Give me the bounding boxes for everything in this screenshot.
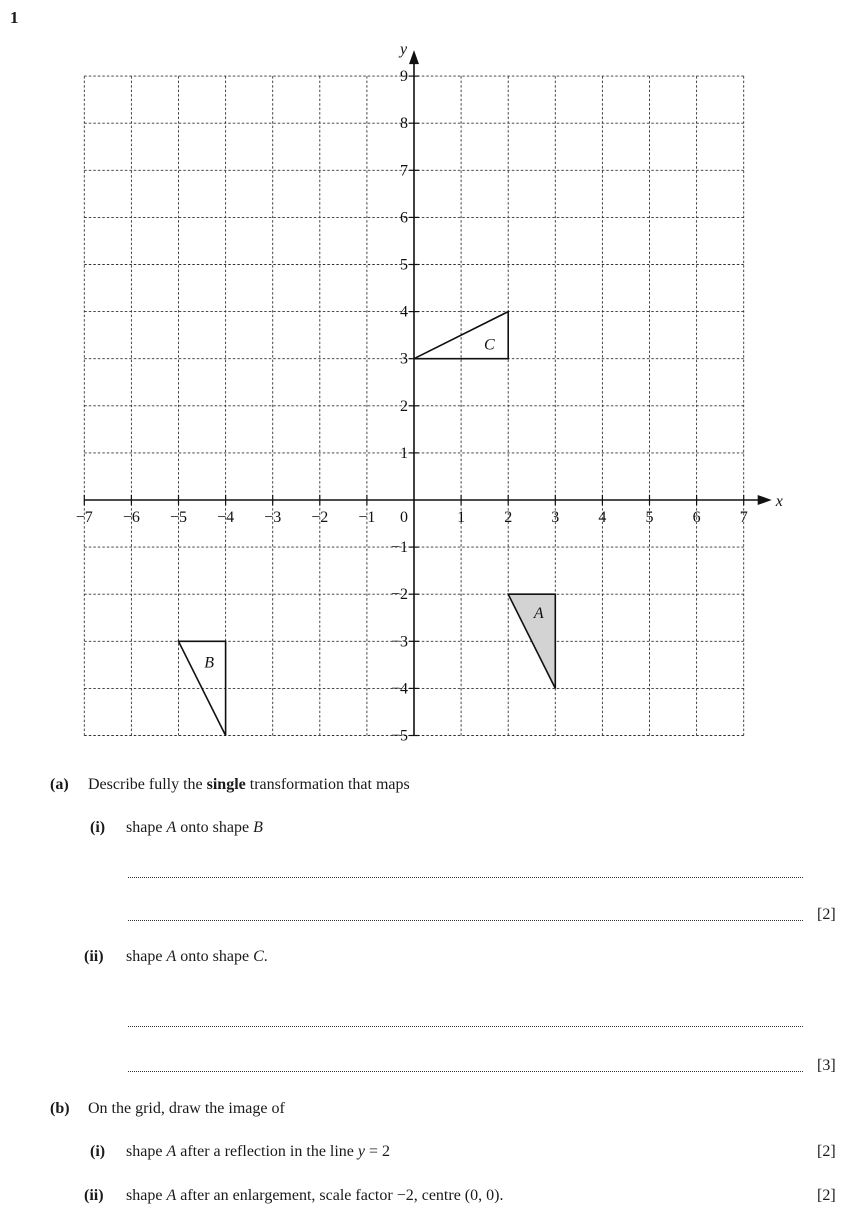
x-tick-label: −7 bbox=[75, 509, 93, 526]
part-b-i-text: shape A after a reflection in the line y = 2 bbox=[126, 1143, 391, 1160]
origin-label: 0 bbox=[400, 509, 408, 526]
y-tick-label: −5 bbox=[390, 727, 408, 745]
part-a-label: (a) bbox=[50, 776, 69, 793]
x-tick-label: 7 bbox=[739, 509, 748, 526]
y-tick-label: −1 bbox=[390, 539, 408, 557]
part-b-ii-text: shape A after an enlargement, scale factor −2, centre (0, 0). bbox=[126, 1187, 504, 1204]
y-tick-label: −3 bbox=[390, 633, 408, 651]
answer-line-a-ii-2[interactable] bbox=[128, 1071, 803, 1072]
x-axis-label: x bbox=[775, 493, 783, 510]
y-tick-label: 7 bbox=[400, 162, 408, 180]
y-tick-label: 1 bbox=[400, 444, 408, 462]
answer-line-a-i-1[interactable] bbox=[128, 877, 803, 878]
question-number: 1 bbox=[10, 8, 19, 27]
part-a-i-label: (i) bbox=[90, 819, 106, 836]
part-b-label: (b) bbox=[50, 1100, 70, 1117]
part-a-ii-text: shape A onto shape C. bbox=[126, 948, 268, 965]
x-tick-label: 3 bbox=[551, 509, 560, 526]
x-tick-label: −4 bbox=[217, 509, 235, 526]
y-tick-label: 8 bbox=[400, 115, 408, 133]
part-a-ii-label: (ii) bbox=[84, 948, 104, 965]
y-tick-label: −4 bbox=[390, 680, 408, 698]
x-tick-label: 4 bbox=[598, 509, 607, 526]
part-b-ii-label: (ii) bbox=[84, 1187, 104, 1204]
x-axis-arrow-icon bbox=[758, 495, 772, 505]
marks-a-i: [2] bbox=[817, 906, 836, 923]
part-b-i-label: (i) bbox=[90, 1143, 106, 1160]
x-tick-label: −5 bbox=[169, 509, 188, 526]
shape-c-label: C bbox=[484, 336, 495, 354]
y-tick-label: 9 bbox=[400, 68, 408, 86]
part-a-i-text: shape A onto shape B bbox=[126, 819, 263, 836]
y-tick-label: 6 bbox=[400, 209, 408, 227]
marks-b-ii: [2] bbox=[817, 1187, 836, 1204]
marks-a-ii: [3] bbox=[817, 1057, 836, 1074]
y-tick-label: 2 bbox=[400, 397, 408, 415]
x-tick-label: 6 bbox=[692, 509, 701, 526]
shape-b-label: B bbox=[204, 654, 215, 672]
x-tick-label: −2 bbox=[311, 509, 329, 526]
x-tick-label: 1 bbox=[457, 509, 466, 526]
x-tick-label: −6 bbox=[122, 509, 140, 526]
y-axis-label: y bbox=[400, 41, 408, 59]
shape-a-label: A bbox=[533, 605, 544, 623]
y-tick-label: 4 bbox=[400, 303, 408, 321]
answer-line-a-i-2[interactable] bbox=[128, 920, 803, 921]
x-tick-label: 2 bbox=[504, 509, 513, 526]
x-tick-label: −3 bbox=[264, 509, 282, 526]
y-tick-label: −2 bbox=[390, 586, 408, 604]
x-tick-label: −1 bbox=[358, 509, 376, 526]
marks-b-i: [2] bbox=[817, 1143, 836, 1160]
part-a-instruction: Describe fully the single transformation that maps bbox=[88, 776, 410, 793]
y-axis-arrow-icon bbox=[409, 50, 419, 64]
part-a-bold-word: single bbox=[206, 776, 246, 793]
y-tick-label: 5 bbox=[400, 256, 408, 274]
y-tick-label: 3 bbox=[400, 350, 408, 368]
x-tick-label: 5 bbox=[645, 509, 654, 526]
part-b-instruction: On the grid, draw the image of bbox=[88, 1100, 285, 1117]
shape-a bbox=[508, 594, 555, 688]
answer-line-a-ii-1[interactable] bbox=[128, 1026, 803, 1027]
